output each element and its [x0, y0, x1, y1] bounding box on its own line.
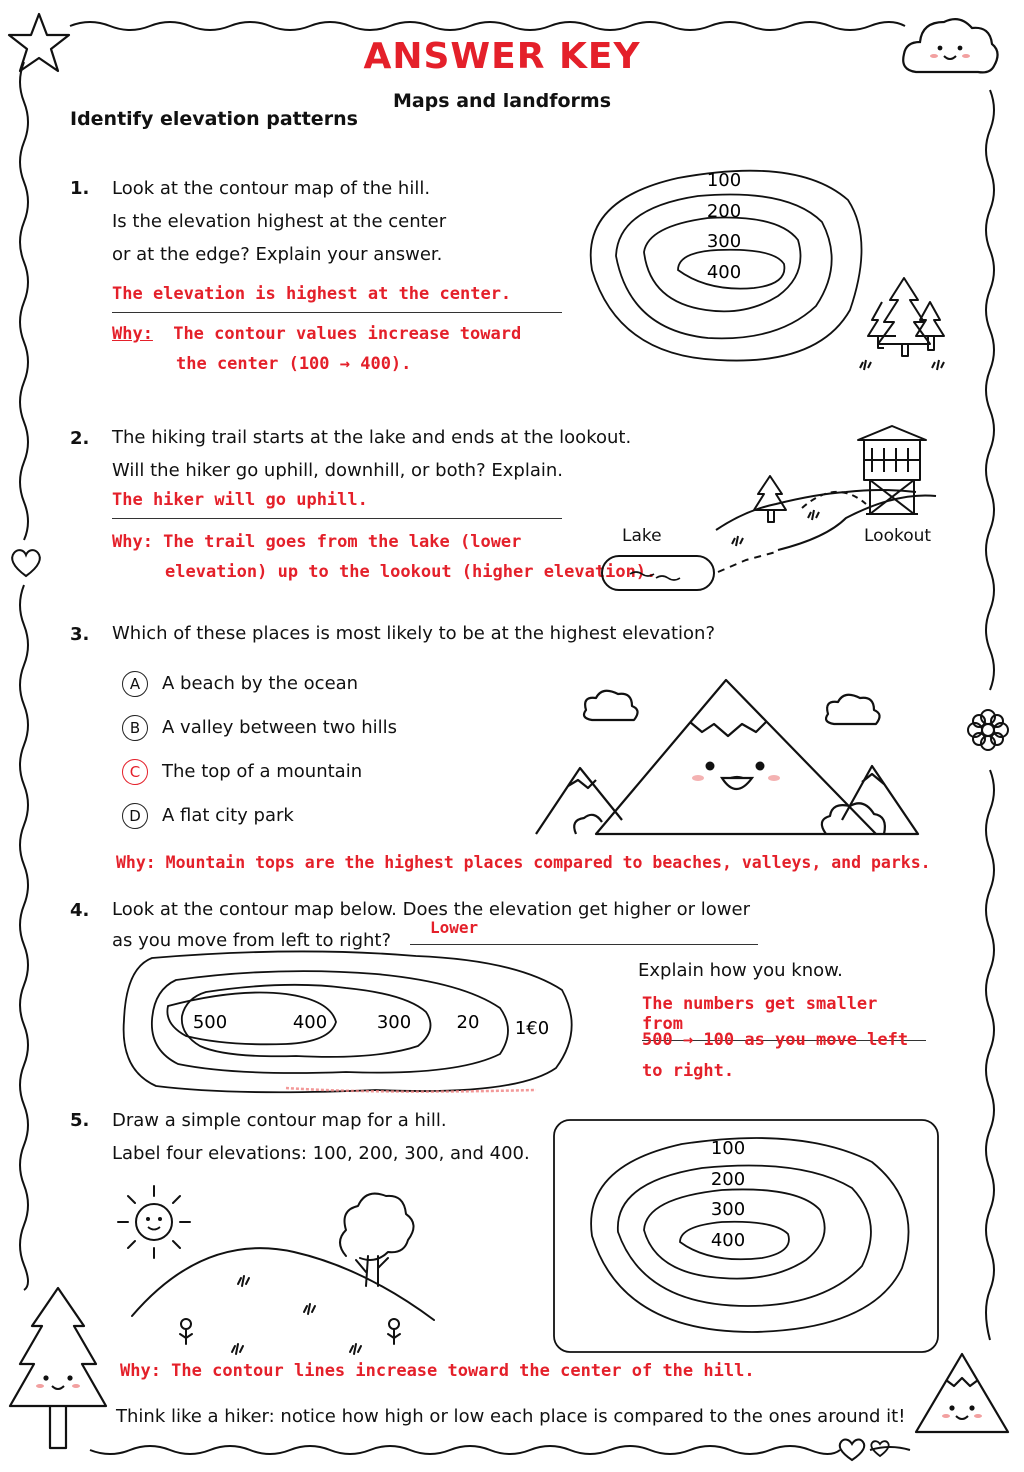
q5-contour-map — [552, 1118, 942, 1356]
q5-map-label: 400 — [710, 1230, 746, 1251]
q1-line: Look at the contour map of the hill. — [112, 178, 431, 199]
pine-trees-icon — [852, 272, 962, 380]
q4-answer: Lower — [430, 918, 479, 937]
q1-line: Is the elevation highest at the center — [112, 211, 447, 232]
flower-icon — [964, 706, 1012, 754]
q2-text — [112, 421, 631, 487]
q5-map-label: 300 — [710, 1199, 746, 1220]
q1-map-label: 400 — [706, 262, 742, 283]
q4-contour-map — [116, 950, 586, 1100]
heart-icon — [8, 546, 44, 580]
q4-explain-line3: to right. — [642, 1061, 735, 1081]
q3-option-c[interactable] — [122, 750, 397, 794]
q1-why-line2: the center (100 → 400). — [176, 354, 412, 374]
hill-illustration — [104, 1172, 444, 1362]
q5-map-label: 200 — [710, 1169, 746, 1190]
q1-number: 1. — [70, 178, 90, 199]
q4-number: 4. — [70, 900, 90, 921]
footer-text: Think like a hiker: notice how high or low each place is compared to the ones around it! — [116, 1406, 906, 1427]
q4-explain-prompt: Explain how you know. — [638, 960, 843, 981]
q5-why: Why: The contour lines increase toward the center of the hill. — [120, 1361, 755, 1381]
q5-number: 5. — [70, 1110, 90, 1131]
q4-map-label: 500 — [192, 1012, 228, 1033]
option-letter-selected: C — [122, 759, 148, 785]
q3-number: 3. — [70, 624, 90, 645]
q1-map-label: 100 — [706, 170, 742, 191]
q5-text — [112, 1104, 530, 1170]
q3-options — [122, 662, 397, 838]
q2-line: Will the hiker go uphill, downhill, or both? Explain. — [112, 460, 563, 481]
q1-line: or at the edge? Explain your answer. — [112, 244, 443, 265]
q2-why-line2: elevation) up to the lookout (higher elevation). — [165, 562, 657, 582]
q5-line2: Label four elevations: 100, 200, 300, and 400. — [112, 1143, 530, 1164]
smiling-mountain-icon — [906, 1348, 1016, 1438]
hearts-icon — [836, 1434, 896, 1464]
q3-option-b[interactable] — [122, 706, 397, 750]
q4-answer-blank — [410, 918, 758, 945]
smiling-tree-icon — [6, 1282, 110, 1460]
q1-why-label: Why: — [112, 324, 153, 344]
option-text: A beach by the ocean — [162, 673, 359, 694]
page-title: ANSWER KEY — [363, 36, 641, 77]
page-subtitle: Maps and landforms — [392, 90, 612, 112]
q2-number: 2. — [70, 428, 90, 449]
lake-label: Lake — [622, 526, 662, 546]
mountain-illustration — [530, 670, 930, 850]
option-text: The top of a mountain — [162, 761, 363, 782]
q4-map-label: 1€0 — [514, 1018, 550, 1039]
q4-map-label: 20 — [456, 1012, 480, 1033]
option-text: A flat city park — [162, 805, 294, 826]
q3-why: Why: Mountain tops are the highest places compared to beaches, valleys, and parks. — [116, 853, 931, 872]
q3-option-d[interactable] — [122, 794, 397, 838]
q4-line1: Look at the contour map below. Does the elevation get higher or lower — [112, 899, 751, 920]
q1-why — [112, 324, 521, 344]
q4-map-label: 300 — [376, 1012, 412, 1033]
q2-answer: The hiker will go uphill. — [112, 490, 562, 519]
q1-contour-map — [578, 160, 868, 370]
option-letter: D — [122, 803, 148, 829]
q1-map-label: 300 — [706, 231, 742, 252]
option-letter: A — [122, 671, 148, 697]
q1-why-line1: The contour values increase toward — [173, 324, 522, 344]
q4-map-label: 400 — [292, 1012, 328, 1033]
q2-why-line1: Why: The trail goes from the lake (lower — [112, 532, 522, 552]
q3-option-a[interactable] — [122, 662, 397, 706]
q4-line2: as you move from left to right? — [112, 930, 392, 951]
q1-answer: The elevation is highest at the center. — [112, 284, 562, 313]
q3-question: Which of these places is most likely to be at the highest elevation? — [112, 623, 716, 644]
q2-line: The hiking trail starts at the lake and ends at the lookout. — [112, 427, 632, 448]
option-letter: B — [122, 715, 148, 741]
q4-explain-line1: The numbers get smaller from — [642, 994, 926, 1041]
topic-heading: Identify elevation patterns — [70, 108, 358, 130]
q1-text — [112, 172, 446, 271]
option-text: A valley between two hills — [162, 717, 398, 738]
trail-illustration — [596, 418, 956, 598]
lookout-label: Lookout — [864, 526, 932, 546]
q1-map-label: 200 — [706, 201, 742, 222]
q5-map-label: 100 — [710, 1138, 746, 1159]
q4-explain-line2: 500 → 100 as you move left — [642, 1030, 909, 1050]
q5-line1: Draw a simple contour map for a hill. — [112, 1110, 447, 1131]
